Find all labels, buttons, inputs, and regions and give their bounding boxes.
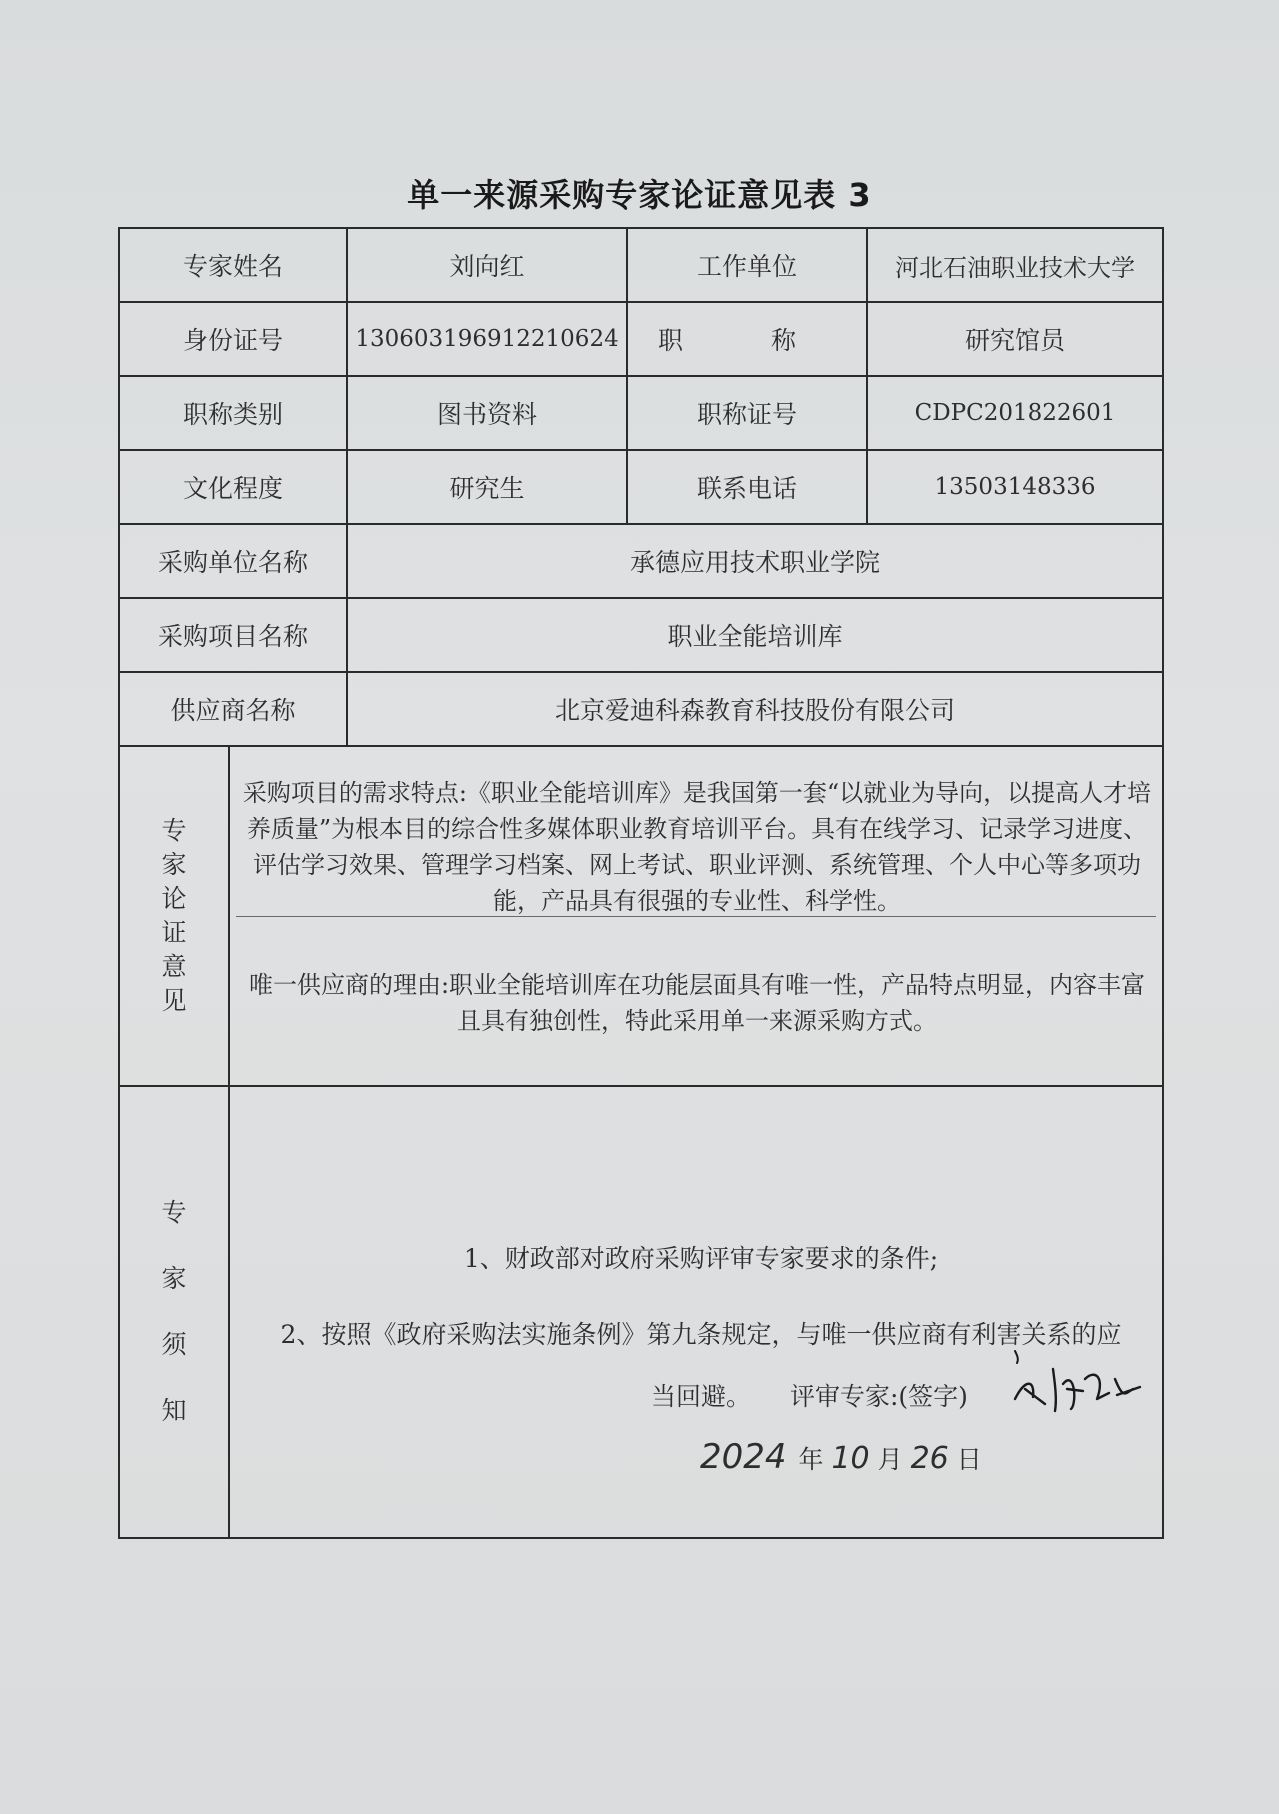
notice-label-char: 须 xyxy=(161,1330,187,1359)
demand-text: 采购项目的需求特点:《职业全能培训库》是我国第一套“以就业为导向，以提高人才培养质量”为根本目的综合性多媒体职业教育培训平台。具有在线学习、记录学习进度、评估学习效果、管理学习档案、网上考试、职业评测、系统管理、个人中心等多项功能，产品具有很强的专业性、科学性。 xyxy=(242,779,1152,915)
table-row xyxy=(119,302,1163,376)
opinion-label-char: 见 xyxy=(161,986,187,1015)
education-value: 研究生 xyxy=(347,450,627,524)
reason-section xyxy=(236,917,1156,1077)
unit-label: 工作单位 xyxy=(627,228,867,302)
opinion-row xyxy=(119,746,1163,1086)
title-label: 职 称 xyxy=(627,302,867,376)
supplier-label: 供应商名称 xyxy=(119,672,347,746)
date-day: 26 xyxy=(910,1441,949,1476)
signature-line xyxy=(790,1377,968,1413)
table-row xyxy=(119,598,1163,672)
opinion-content xyxy=(229,746,1163,1086)
document-title: 单一来源采购专家论证意见表 3 xyxy=(407,176,872,214)
id-value: 130603196912210624 xyxy=(347,302,627,376)
name-label: 专家姓名 xyxy=(119,228,347,302)
phone-value: 13503148336 xyxy=(867,450,1163,524)
opinion-label-char: 意 xyxy=(161,952,187,981)
supplier-value: 北京爱迪科森教育科技股份有限公司 xyxy=(347,672,1163,746)
date-line xyxy=(700,1437,982,1477)
opinion-label xyxy=(119,746,229,1086)
date-month-suffix: 月 xyxy=(877,1445,903,1474)
education-label: 文化程度 xyxy=(119,450,347,524)
project-value: 职业全能培训库 xyxy=(347,598,1163,672)
expert-opinion-table xyxy=(118,227,1164,1539)
notice-label xyxy=(119,1086,229,1538)
buyer-value: 承德应用技术职业学院 xyxy=(347,524,1163,598)
notice-item-1: 1、财政部对政府采购评审专家要求的条件; xyxy=(463,1244,939,1273)
demand-section xyxy=(236,755,1156,917)
date-day-suffix: 日 xyxy=(956,1445,982,1474)
signature-label: 评审专家:(签字) xyxy=(790,1382,968,1411)
opinion-label-char: 专 xyxy=(161,816,187,845)
table-row xyxy=(119,672,1163,746)
handwritten-signature xyxy=(1005,1349,1155,1419)
table-row xyxy=(119,524,1163,598)
unit-value: 河北石油职业技术大学 xyxy=(867,228,1163,302)
table-row xyxy=(119,228,1163,302)
id-label: 身份证号 xyxy=(119,302,347,376)
opinion-label-char: 家 xyxy=(161,850,187,879)
project-label: 采购项目名称 xyxy=(119,598,347,672)
buyer-label: 采购单位名称 xyxy=(119,524,347,598)
opinion-label-char: 论 xyxy=(161,884,187,913)
title-value: 研究馆员 xyxy=(867,302,1163,376)
notice-row xyxy=(119,1086,1163,1538)
date-year: 2024 xyxy=(700,1437,787,1477)
cert-value: CDPC201822601 xyxy=(867,376,1163,450)
name-value: 刘向红 xyxy=(347,228,627,302)
date-year-suffix: 年 xyxy=(798,1445,824,1474)
category-label: 职称类别 xyxy=(119,376,347,450)
notice-label-char: 家 xyxy=(161,1264,187,1293)
cert-label: 职称证号 xyxy=(627,376,867,450)
notice-item-2-continued: 当回避。 xyxy=(651,1382,752,1411)
reason-text: 唯一供应商的理由:职业全能培训库在功能层面具有唯一性，产品特点明显，内容丰富且具有独创性，特此采用单一来源采购方式。 xyxy=(248,971,1146,1035)
table-row xyxy=(119,450,1163,524)
category-value: 图书资料 xyxy=(347,376,627,450)
notice-item-2: 2、按照《政府采购法实施条例》第九条规定，与唯一供应商有利害关系的应 xyxy=(280,1320,1122,1349)
opinion-label-char: 证 xyxy=(161,918,187,947)
notice-label-char: 知 xyxy=(161,1396,187,1425)
notice-content xyxy=(229,1086,1163,1538)
date-month: 10 xyxy=(831,1441,870,1476)
notice-label-char: 专 xyxy=(161,1198,187,1227)
table-row xyxy=(119,376,1163,450)
phone-label: 联系电话 xyxy=(627,450,867,524)
